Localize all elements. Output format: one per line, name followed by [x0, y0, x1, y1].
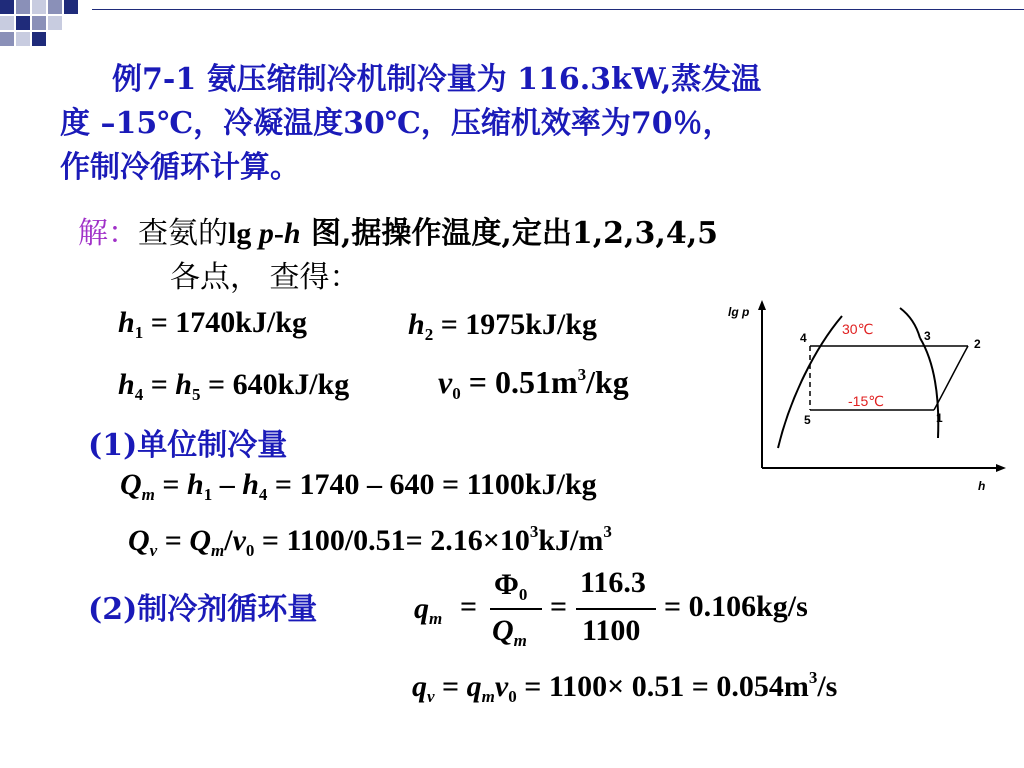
eq-qm-lhs: $q_m$ [414, 592, 443, 628]
point-4-label: 4 [800, 331, 807, 345]
y-axis-label: lg p [728, 305, 750, 319]
problem-line-2: 度 –15℃，冷凝温度30℃，压缩机效率为70％， [60, 106, 733, 141]
point-2-label: 2 [974, 337, 981, 351]
solution-label: 解： [78, 216, 138, 251]
point-3-label: 3 [924, 329, 931, 343]
eq-qm: $Q_m = h_1 - h_4 = 1740 - 640 = 1100kJ/kg$ [120, 468, 597, 504]
problem-line-1: 例7-1 氨压缩制冷机制冷量为 116.3kW,蒸发温 [112, 62, 762, 97]
frac1-denominator: $Q_m$ [492, 614, 527, 650]
header-rule [92, 9, 1024, 10]
saturated-vapor-curve-top [900, 308, 920, 338]
frac1-bar [490, 608, 542, 610]
solution-line-2: 各点， 查得： [170, 260, 360, 295]
eq-qm-result: = 0.106kg/s [664, 590, 808, 623]
evaporating-temp-label: -15℃ [848, 393, 884, 409]
v0-value: $v_0 = 0.51m^3/kg$ [438, 364, 629, 403]
y-axis-arrow [758, 300, 766, 310]
eq-qv-volume: $q_v = q_mv_0 = 1100\times 0.51 = 0.054m^3/s$ [412, 668, 838, 706]
solution-line-1: 解：查氨的lg p-h 图,据操作温度,定出1,2,3,4,5 [78, 216, 719, 251]
h2-value: $h_2 = 1975kJ/kg$ [408, 308, 598, 344]
compression-line [934, 346, 968, 410]
section-unit-refrigeration: (1)单位制冷量 [88, 428, 288, 463]
frac1-numerator: $\Phi_0$ [494, 568, 528, 604]
problem-line-3: 作制冷循环计算。 [60, 150, 300, 185]
point-1-label: 1 [936, 411, 943, 425]
condensing-temp-label: 30℃ [842, 321, 874, 337]
section-refrigerant-flow: (2)制冷剂循环量 [88, 592, 318, 627]
frac2-numerator: 116.3 [580, 566, 646, 599]
point-5-label: 5 [804, 413, 811, 427]
h1-value: $h_1 = 1740kJ/kg$ [118, 306, 308, 342]
lgp-h-diagram [720, 298, 1010, 498]
h4-h5-value: $h_4 = h_5 = 640kJ/kg$ [118, 368, 350, 404]
frac2-denominator: 1100 [582, 614, 641, 647]
eq-qm-equal-1: = [460, 590, 478, 623]
eq-qm-equal-2: = [550, 590, 568, 623]
eq-qv: $Q_v = Q_m/v_0 = 1100/0.51= 2.16\times 10^3kJ/m^3$ [128, 522, 612, 560]
x-axis-label: h [978, 479, 986, 493]
frac2-bar [576, 608, 656, 610]
x-axis-arrow [996, 464, 1006, 472]
corner-decoration [0, 0, 90, 60]
